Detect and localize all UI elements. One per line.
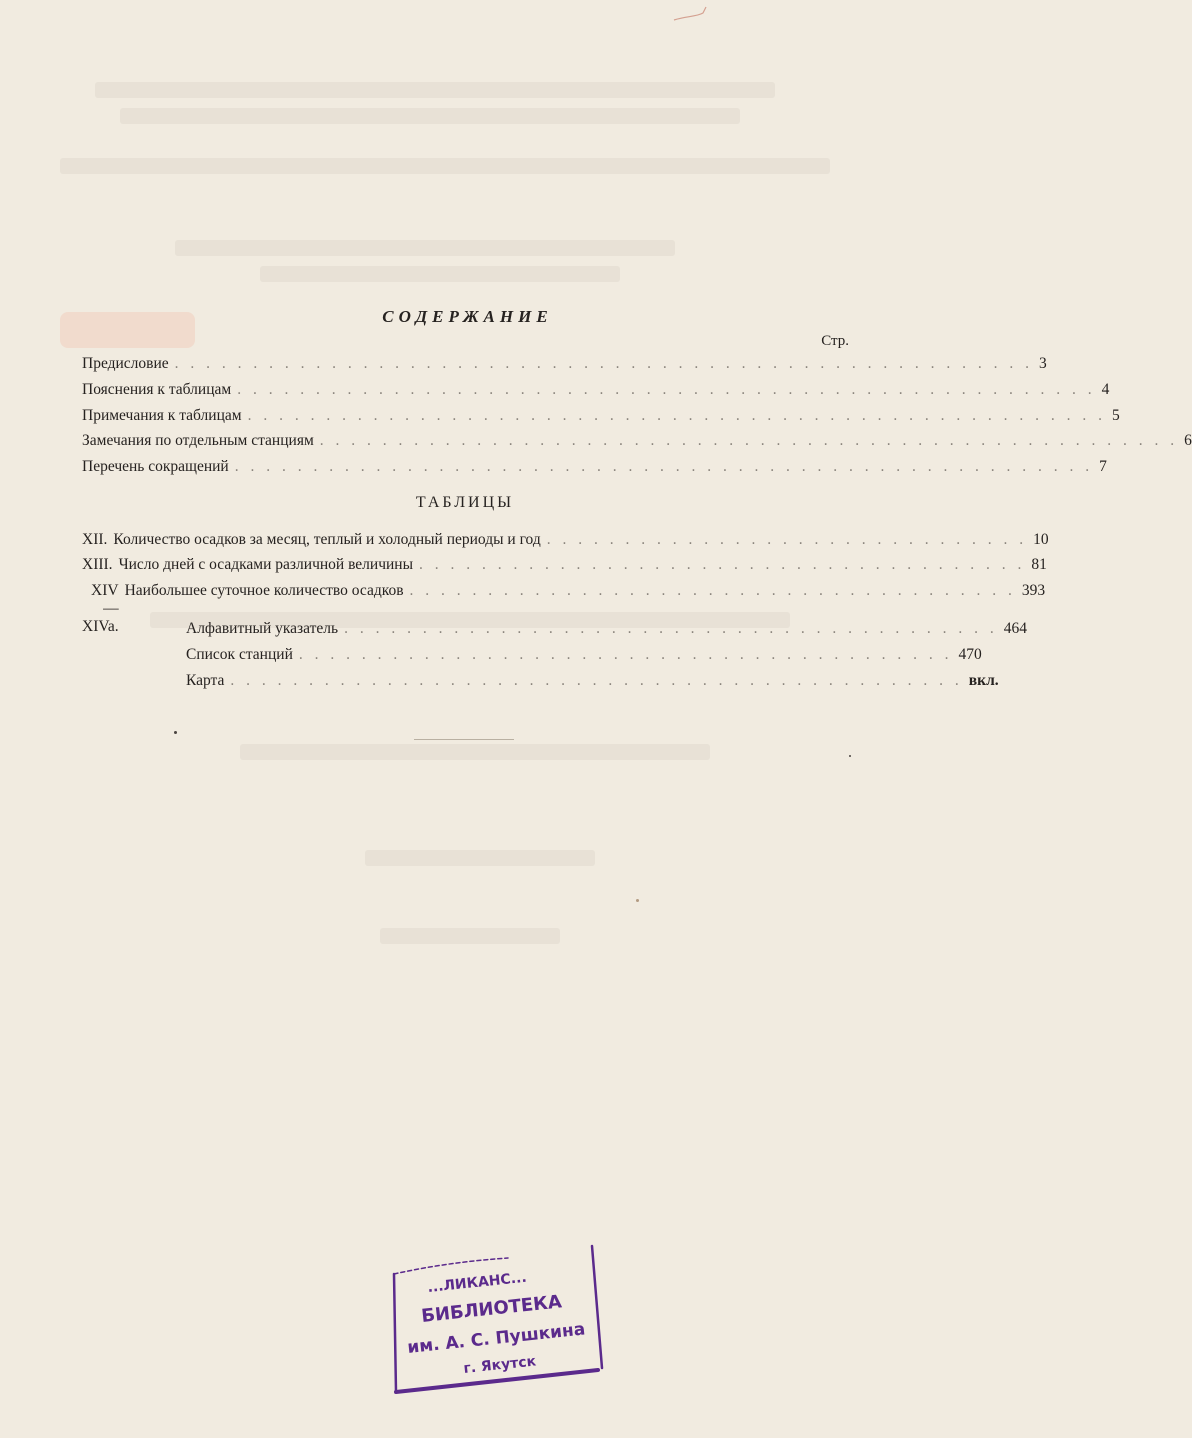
toc-entry (82, 381, 1110, 403)
toc-entry-page: 5 (1111, 407, 1120, 424)
toc-entry-page: 3 (1039, 355, 1047, 372)
leader-dots: . . . . . . . . . . . . . . . . . . . . . . . . . . . . . . . . . . . . . . . . . . . . . . . . . . . . . . . (174, 355, 1034, 372)
toc-entry (82, 458, 1107, 480)
leader-dots: . . . . . . . . . . . . . . . . . . . . . . . . . . . . . . . . . . . . . . . . . . . . . . . . . . . . . . . (247, 407, 1106, 424)
table-number: XIII. (82, 556, 113, 573)
bleed-through (175, 240, 675, 256)
toc-entry-label: Наибольшее суточное количество осадков (124, 582, 404, 599)
library-stamp (388, 1240, 613, 1400)
toc-entry-page: 464 (1003, 620, 1027, 637)
toc-entry-page: 81 (1031, 556, 1047, 573)
page-title: СОДЕРЖАНИЕ (382, 307, 553, 326)
speck (636, 899, 639, 902)
table-number: XIV—XIVa. (82, 582, 119, 635)
leader-dots: . . . . . . . . . . . . . . . . . . . . . . . . . . . . . . . . . . . . . . . (409, 582, 1016, 599)
toc-entry-label: Карта (186, 672, 225, 689)
toc-entry-label: Количество осадков за месяц, теплый и холодный периоды и год (113, 531, 541, 548)
toc-table-entry (82, 556, 1047, 578)
bleed-through (380, 928, 560, 944)
bleed-through (365, 850, 595, 866)
toc-entry-page: вкл. (968, 672, 999, 689)
bleed-through (120, 108, 740, 124)
bleed-through (240, 744, 710, 760)
leader-dots: . . . . . . . . . . . . . . . . . . . . . . . . . . . . . . . . . . . . . . . . . . . . . . . . . . . . . . . (234, 458, 1094, 475)
toc-entry-page: 10 (1033, 531, 1049, 548)
speck (174, 731, 177, 734)
divider (414, 739, 514, 740)
leader-dots: . . . . . . . . . . . . . . . . . . . . . . . . . . . . . . . . . . . . . . . (419, 556, 1026, 573)
toc-entry-page: 7 (1099, 458, 1107, 475)
toc-entry-page: 4 (1101, 381, 1110, 398)
stamp-line-4: г. Якутск (462, 1353, 537, 1377)
table-number: XII. (82, 531, 108, 548)
leader-dots: . . . . . . . . . . . . . . . . . . . . . . . . . . . . . . . . . . . . . . . . . . (298, 646, 953, 663)
leader-dots: . . . . . . . . . . . . . . . . . . . . . . . . . . . . . . . . . . . . . . . . . . . . . . . . . . . . . . . (237, 381, 1096, 398)
stamp-line-3: им. А. С. Пушкина (406, 1319, 587, 1358)
toc-entry-label: Число дней с осадками различной величины (118, 556, 414, 573)
leader-dots: . . . . . . . . . . . . . . . . . . . . . . . . . . . . . . . . . . . . . . . . . . (344, 620, 998, 637)
bleed-through (260, 266, 620, 282)
leader-dots: . . . . . . . . . . . . . . . . . . . . . . . . . . . . . . . . . . . . . . . . . . . . . . . (230, 672, 963, 689)
toc-entry-label: Пояснения к таблицам (82, 381, 232, 398)
speck (849, 755, 851, 757)
toc-entry-label: Предисловие (82, 355, 169, 372)
toc-entry-label: Перечень сокращений (82, 458, 229, 475)
page-column-label: Стр. (821, 333, 849, 349)
bleed-through (95, 82, 775, 98)
toc-entry (82, 355, 1047, 377)
toc-entry-label: Список станций (186, 646, 293, 663)
toc-entry-page: 6 (1184, 432, 1192, 449)
toc-entry (186, 620, 1027, 642)
leader-dots: . . . . . . . . . . . . . . . . . . . . . . . . . . . . . . . (546, 531, 1028, 548)
toc-entry (82, 432, 1192, 454)
stamp-line-2: БИБЛИОТЕКА (420, 1291, 563, 1327)
toc-table-entry (82, 531, 1049, 553)
toc-entry-page: 470 (958, 646, 982, 663)
stamp-line-1: ...ЛИКАНС... (426, 1269, 528, 1296)
toc-entry-label: Примечания к таблицам (82, 407, 242, 424)
toc-entry (82, 407, 1120, 429)
leader-dots: . . . . . . . . . . . . . . . . . . . . . . . . . . . . . . . . . . . . . . . . . . . . . . . . . . . . . . . (319, 432, 1179, 449)
toc-entry (186, 646, 982, 668)
toc-entry (186, 672, 999, 694)
toc-entry-label: Алфавитный указатель (186, 620, 339, 637)
tables-heading: ТАБЛИЦЫ (415, 494, 515, 511)
pencil-mark (672, 6, 712, 22)
toc-entry-page: 393 (1021, 582, 1046, 599)
bleed-through (60, 158, 830, 174)
toc-entry-label: Замечания по отдельным станциям (82, 432, 314, 449)
